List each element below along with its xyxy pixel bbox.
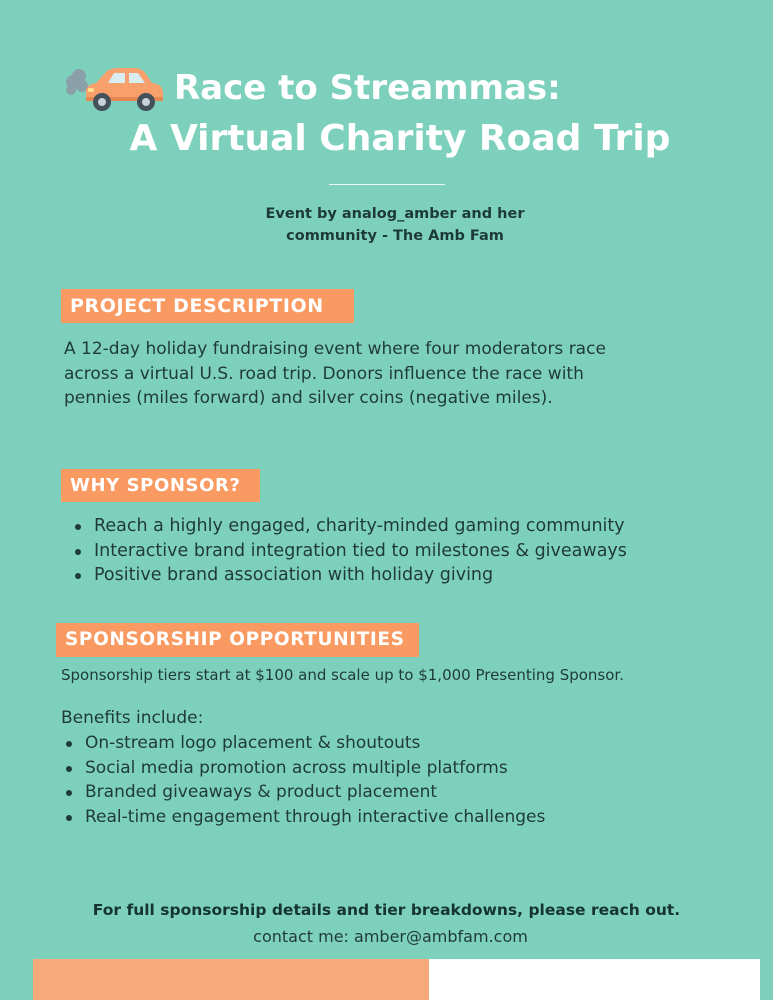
list-item: Interactive brand integration tied to milestones & giveaways	[75, 539, 627, 564]
title-block	[0, 62, 773, 172]
project-description-text: A 12-day holiday fundraising event where four moderators race across a virtual U.S. road trip. Donors influence the race with pennies (miles forward) and silver coins (negative miles).	[64, 339, 606, 408]
car-icon	[62, 64, 166, 114]
sponsorship-tiers-text: Sponsorship tiers start at $100 and scale up to $1,000 Presenting Sponsor.	[61, 666, 624, 684]
list-item: On-stream logo placement & shoutouts	[66, 731, 545, 756]
byline-line-2: community - The Amb Fam	[286, 228, 504, 244]
byline	[200, 203, 590, 247]
list-item: Reach a highly engaged, charity-minded gaming community	[75, 514, 627, 539]
benefits-heading: Benefits include:	[61, 708, 204, 728]
list-item: Positive brand association with holiday giving	[75, 563, 627, 588]
list-item: Social media promotion across multiple platforms	[66, 756, 545, 781]
footer-bar-white	[429, 959, 760, 1000]
title-line-1: Race to Streammas:	[174, 68, 561, 108]
title-line-2: A Virtual Charity Road Trip	[129, 118, 671, 159]
title-divider	[329, 184, 445, 185]
call-to-action: For full sponsorship details and tier breakdowns, please reach out.	[92, 901, 681, 919]
byline-line-1: Event by analog_amber and her	[265, 206, 525, 222]
footer-bar-orange	[33, 959, 429, 1000]
why-sponsor-heading: WHY SPONSOR?	[61, 469, 260, 502]
list-item: Real-time engagement through interactive challenges	[66, 805, 545, 830]
sponsorship-heading: SPONSORSHIP OPPORTUNITIES	[56, 623, 419, 657]
project-description-heading: PROJECT DESCRIPTION	[61, 289, 354, 323]
contact-email[interactable]: contact me: amber@ambfam.com	[253, 927, 528, 946]
benefits-list	[66, 731, 545, 829]
list-item: Branded giveaways & product placement	[66, 780, 545, 805]
why-sponsor-list	[75, 514, 627, 588]
